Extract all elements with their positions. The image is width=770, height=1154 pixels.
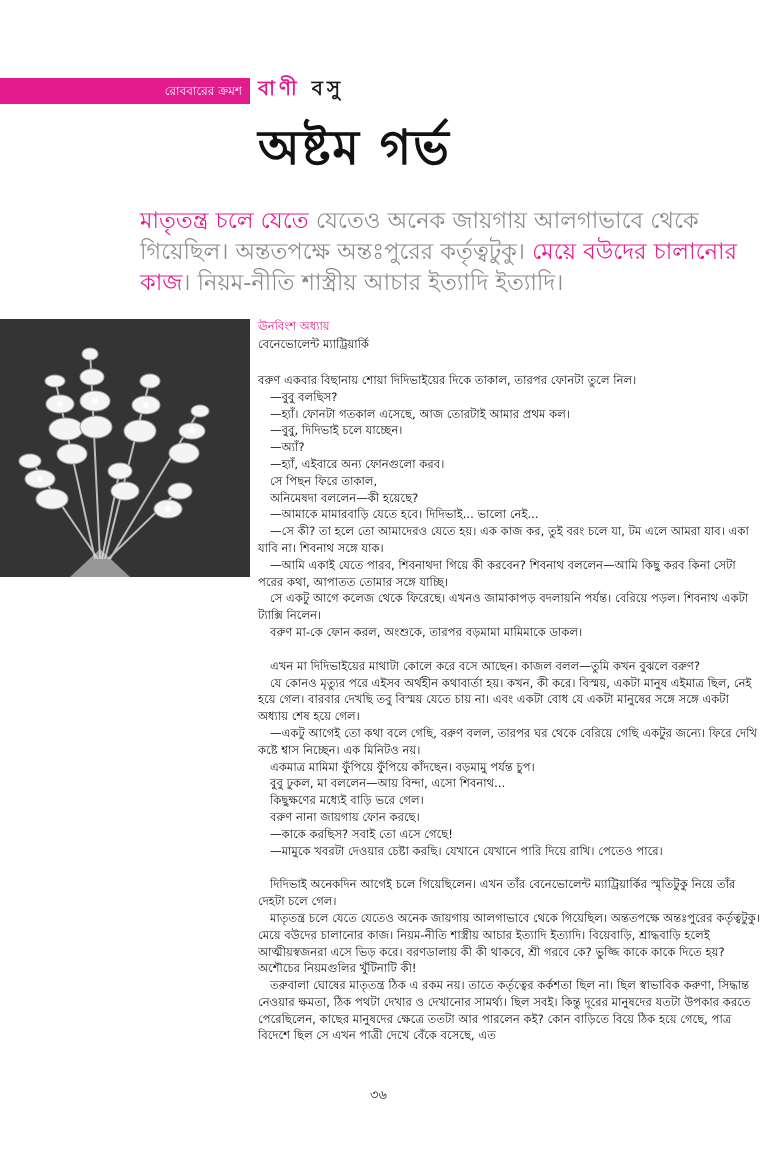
paragraph: মাতৃতন্ত্র চলে যেতে যেতেও অনেক জায়গায় আলগাভাবে থেকে গিয়েছিল। অন্ততপক্ষে অন্তঃপুরের কর্তৃত্বটুকু। মেয়ে বউদের চালানোর কাজ। নিয়ম-নীতি শাস্ত্রীয় আচার ইত্যাদি ইত্যাদি। বিয়েবাড়ি, শ্রাদ্ধবাড়ি হলেই আত্মীয়স্বজনরা এসে ভিড় করে। বরণডালায় কী কী থাকবে, শ্রী গরবে কে? ভুজ্জি কাকে কাকে দিতে হয়? অশৌচের নিয়মগুলির খুঁটিনাটি কী! [258, 910, 760, 976]
chapter-heading: ঊনবিংশ অধ্যায় [258, 319, 330, 333]
series-banner: রোববারের ক্রমশ [0, 78, 250, 104]
paragraph: সে একটু আগে কলেজ থেকে ফিরেছে। এখনও জামাকাপড় বদলায়নি পর্যন্ত। বেরিয়ে পড়ল। শিবনাথ একটা ট্যাক্সি নিলেন। [258, 591, 749, 623]
author-first-name: বাণী [258, 76, 301, 100]
article-title: অষ্টম গর্ভ [258, 120, 451, 176]
paragraph: তরুবালা ঘোষের মাতৃতন্ত্র ঠিক এ রকম নয়। তাতে কর্তৃত্বের কর্কশতা ছিল না। ছিল স্বাভাবিক করুণা, সিদ্ধান্ত নেওয়ার ক্ষমতা, ঠিক পথটা দেখার ও দেখানোর সামর্থ্য। ছিল সবই। কিন্তু দূরের মানুষদের যতটা উপকার করতে পেরেছিলেন, কাছের মানুষদের ক্ষেত্রে ততটা আর পারলেন কই? কোন বাড়িতে বিয়ে ঠিক হয়ে গেছে, পাত্র বিদেশে ছিল সে এখন পাত্রী দেখে বেঁকে বসেছে, এত [258, 978, 751, 1043]
paragraph: —মামুকে খবরটা দেওয়ার চেষ্টা করছি। যেখানে যেখানে পারি দিয়ে রাখি। পেতেও পারে। [270, 843, 663, 858]
chapter-subheading: বেনেভোলেন্ট ম্যাট্রিয়ার্কি [258, 337, 369, 351]
paragraph: দিদিভাই অনেকদিন আগেই চলে গিয়েছিলেন। এখন তাঁর বেনেভোলেন্ট ম্যাট্রিয়ার্কির স্মৃতিটুকু নিয়ে তাঁর দেহটা চলে গেল। [258, 877, 736, 909]
paragraph: —হ্যাঁ, এইবারে অন্য ফোনগুলো করব। [270, 456, 445, 471]
paragraph: —অ্যাঁ? [270, 440, 305, 455]
paragraph: বরুণ একবার বিছানায় শোয়া দিদিভাইয়ের দিকে তাকাল, তারপর ফোনটা তুলে নিল। [258, 373, 637, 387]
article-body [258, 372, 762, 1044]
lede-text-2: । নিয়ম-নীতি শাস্ত্রীয় আচার ইত্যাদি ইত্যাদি। [182, 270, 564, 296]
paragraph: কিছুক্ষণের মধ্যেই বাড়ি ভরে গেল। [270, 793, 424, 808]
paragraph: —সে কী? তা হলে তো আমাদেরও যেতে হয়। এক কাজ কর, তুই বরং চলে যা, টম এলে আমরা যাব। একা যাবি না। শিবনাথ সঙ্গে যাক। [258, 524, 749, 555]
paragraph: —আমি একাই যেতে পারব, শিবনাথদা গিয়ে কী করবেন? শিবনাথ বললেন—আমি কিছু করব কিনা সেটা পরের কথা, আপাতত তোমার সঙ্গে যাচ্ছি। [258, 557, 736, 589]
paragraph: —কাকে করছিস? সবাই তো এসে গেছে! [270, 826, 453, 841]
paragraph: অনিমেষদা বললেন—কী হয়েছে? [270, 490, 419, 505]
gladiolus-painting-icon [0, 319, 250, 577]
lede-paragraph [140, 206, 760, 299]
paragraph: —বুবু বলছিস? [270, 389, 338, 404]
paragraph: বরুণ নানা জায়গায় ফোন করছে। [270, 809, 420, 824]
paragraph: বরুণ মা-কে ফোন করল, অংশুকে, তারপর বড়মামা মামিমাকে ডাকল। [270, 624, 583, 639]
paragraph: —আমাকে মামারবাড়ি যেতে হবে। দিদিভাই... ভালো নেই... [270, 507, 539, 522]
paragraph: একমাত্র মামিমা ফুঁপিয়ে ফুঁপিয়ে কাঁদছেন। বড়মামু পর্যন্ত চুপ। [270, 759, 535, 774]
paragraph: —একটু আগেই তো কথা বলে গেছি, বরুণ বলল, তারপর ঘর থেকে বেরিয়ে গেছি একটুর জন্যে। ফিরে দেখি কষ্টে শ্বাস নিচ্ছেন। এক মিনিটও নয়। [258, 725, 758, 757]
author-last-name: বসু [311, 76, 345, 100]
lede-highlight-2: মেয়ে বউদের চালানোর কাজ [140, 239, 737, 296]
paragraph: —বুবু, দিদিভাই চলে যাচ্ছেন। [270, 423, 403, 438]
paragraph: এখন মা দিদিভাইয়ের মাথাটা কোলে করে বসে আছেন। কাজল বলল—তুমি কখন বুঝলে বরুণ? [270, 658, 701, 673]
lede-text-1: যেতেও অনেক জায়গায় আলগাভাবে থেকে গিয়েছিল। অন্ততপক্ষে অন্তঃপুরের কর্তৃত্বটুকু। [140, 208, 699, 265]
paragraph: যে কোনও মৃত্যুর পরে এইসব অর্থহীন কথাবার্তা হয়। কখন, কী করে। বিস্ময়, একটা মানুষ এইমাত্র ছিল, নেই হয়ে গেল। বারবার দেখছি তবু বিস্ময় যেতে চায় না। এবং একটা বোধ যে একটা মানুষের সঙ্গে সঙ্গে একটা অধ্যায় শেষ হয়ে গেল। [258, 675, 752, 724]
lede-highlight-1: মাতৃতন্ত্র চলে যেতে [140, 208, 309, 234]
paragraph: —হ্যাঁ। ফোনটা গতকাল এসেছে, আজ তোরটাই আমার প্রথম কল। [270, 406, 571, 421]
paragraph: বুবু ঢুকল, মা বললেন—আয় বিন্দা, এসো শিবনাথ... [270, 776, 506, 791]
page-number: ৩৬ [370, 1088, 387, 1103]
paragraph: সে পিছন ফিরে তাকাল, [270, 473, 378, 488]
author-name [258, 74, 344, 107]
